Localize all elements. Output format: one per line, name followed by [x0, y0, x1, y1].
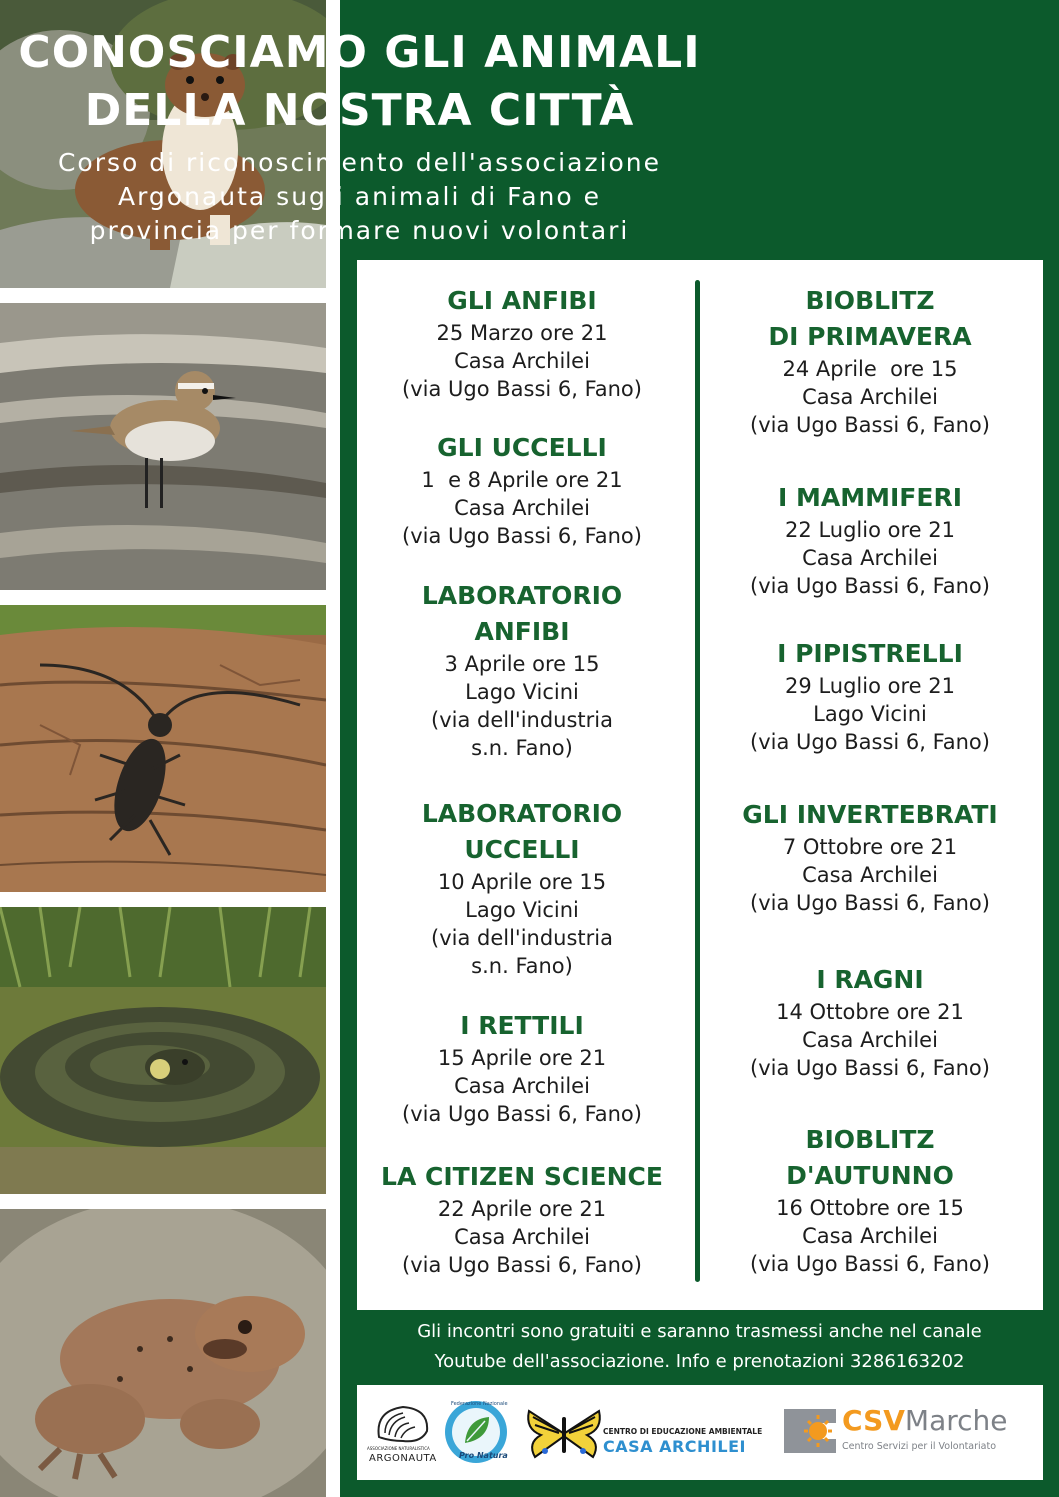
argonauta-small-text: ASSOCIAZIONE NATURALISTICA: [367, 1446, 430, 1451]
event-title: LABORATORIO ANFIBI: [421, 581, 623, 646]
event-venue: Casa Archilei: [454, 1074, 590, 1098]
event-address: (via Ugo Bassi 6, Fano): [402, 1102, 642, 1126]
event-title: LA CITIZEN SCIENCE: [381, 1162, 663, 1191]
title-line-2: DELLA NOSTRA CITTÀ: [84, 85, 635, 136]
frog-photo: [0, 1209, 326, 1497]
event-date: 7 Ottobre ore 21: [782, 835, 958, 859]
footer-line-2: Youtube dell'associazione. Info e prenotazioni 3286163202: [434, 1351, 965, 1372]
event-venue: Casa Archilei: [454, 349, 590, 373]
grass-snake-photo: [0, 907, 326, 1194]
event-i-pipistrelli: [705, 636, 1035, 756]
event-venue: Casa Archilei: [802, 546, 938, 570]
event-address-2: s.n. Fano): [471, 736, 573, 760]
event-address: (via dell'industria: [431, 708, 613, 732]
event-title: I PIPISTRELLI: [777, 639, 963, 668]
event-venue: Casa Archilei: [454, 496, 590, 520]
csv-name-b: Marche: [904, 1404, 1008, 1437]
event-date: 3 Aprile ore 15: [444, 652, 600, 676]
event-address-2: s.n. Fano): [471, 954, 573, 978]
event-gli-invertebrati: [705, 797, 1035, 917]
event-date: 22 Luglio ore 21: [785, 518, 955, 542]
event-i-mammiferi: [705, 480, 1035, 600]
event-citizen-science: [357, 1159, 687, 1279]
event-venue: Casa Archilei: [802, 385, 938, 409]
argonauta-logo: [367, 1401, 437, 1471]
sponsor-logos: [357, 1385, 1043, 1480]
casa-archilei-logo: [523, 1403, 768, 1473]
subtitle-line-1: Corso di riconoscimento dell'associazione: [57, 148, 662, 177]
csv-marche-logo: [782, 1403, 1032, 1463]
casa-archilei-name: CASA ARCHILEI: [603, 1437, 746, 1456]
event-date: 15 Aprile ore 21: [437, 1046, 607, 1070]
event-date: 10 Aprile ore 15: [437, 870, 607, 894]
event-venue: Lago Vicini: [465, 898, 579, 922]
event-i-rettili: [357, 1008, 687, 1128]
event-title: LABORATORIO UCCELLI: [421, 799, 623, 864]
footer-line-1: Gli incontri sono gratuiti e saranno trasmessi anche nel canale: [417, 1321, 982, 1342]
event-title: GLI UCCELLI: [437, 433, 607, 462]
event-date: 14 Ottobre ore 21: [776, 1000, 964, 1024]
title-line-1: CONOSCIAMO GLI ANIMALI: [18, 27, 701, 78]
event-title: I RETTILI: [460, 1011, 584, 1040]
event-address: (via Ugo Bassi 6, Fano): [402, 1253, 642, 1277]
subtitle-line-2: Argonauta sugli animali di Fano e: [117, 182, 602, 211]
event-address: (via Ugo Bassi 6, Fano): [402, 524, 642, 548]
event-title: BIOBLITZ D'AUTUNNO: [786, 1125, 954, 1190]
event-title: BIOBLITZ DI PRIMAVERA: [768, 286, 972, 351]
argonauta-name: ARGONAUTA: [369, 1453, 437, 1464]
csv-subtitle: Centro Servizi per il Volontariato: [842, 1441, 997, 1452]
pro-natura-logo: [443, 1399, 509, 1465]
event-date: 22 Aprile ore 21: [437, 1197, 607, 1221]
event-address: (via Ugo Bassi 6, Fano): [402, 377, 642, 401]
event-title: I MAMMIFERI: [778, 483, 962, 512]
csv-sun-icon: [782, 1403, 838, 1459]
event-venue: Casa Archilei: [802, 1028, 938, 1052]
event-date: 29 Luglio ore 21: [785, 674, 955, 698]
event-venue: Casa Archilei: [802, 1224, 938, 1248]
event-address: (via Ugo Bassi 6, Fano): [750, 574, 990, 598]
event-address: (via dell'industria: [431, 926, 613, 950]
event-venue: Casa Archilei: [454, 1225, 590, 1249]
event-address: (via Ugo Bassi 6, Fano): [750, 730, 990, 754]
pro-natura-small-text: Federazione Nazionale: [451, 1401, 508, 1407]
event-bioblitz-autunno: [705, 1122, 1035, 1278]
swallowtail-butterfly-icon: [523, 1403, 605, 1465]
event-date: 16 Ottobre ore 15: [776, 1196, 964, 1220]
event-i-ragni: [705, 962, 1035, 1082]
csv-name: [842, 1405, 1008, 1437]
longhorn-beetle-photo: [0, 605, 326, 892]
event-address: (via Ugo Bassi 6, Fano): [750, 891, 990, 915]
event-venue: Casa Archilei: [802, 863, 938, 887]
event-gli-anfibi: [357, 283, 687, 403]
event-title: I RAGNI: [816, 965, 924, 994]
event-gli-uccelli: [357, 430, 687, 550]
event-bioblitz-primavera: [705, 283, 1035, 439]
event-address: (via Ugo Bassi 6, Fano): [750, 413, 990, 437]
event-date: 1 e 8 Aprile ore 21: [421, 468, 623, 492]
event-date: 25 Marzo ore 21: [436, 321, 608, 345]
footer-note: [340, 1317, 1059, 1377]
event-venue: Lago Vicini: [465, 680, 579, 704]
column-divider: [695, 280, 700, 1282]
event-laboratorio-uccelli: [357, 796, 687, 980]
pro-natura-name: Pro Natura: [459, 1451, 508, 1460]
subtitle-line-3: provincia per formare nuovi volontari: [89, 216, 630, 245]
event-date: 24 Aprile ore 15: [782, 357, 958, 381]
argonauta-shell-icon: [371, 1401, 435, 1447]
event-address: (via Ugo Bassi 6, Fano): [750, 1056, 990, 1080]
plover-bird-photo: [0, 303, 326, 590]
event-laboratorio-anfibi: [357, 578, 687, 762]
csv-name-a: CSV: [842, 1404, 905, 1437]
event-title: GLI ANFIBI: [447, 286, 597, 315]
event-title: GLI INVERTEBRATI: [742, 800, 998, 829]
page-title: [0, 24, 719, 140]
event-venue: Lago Vicini: [813, 702, 927, 726]
subtitle: [0, 146, 719, 248]
casa-archilei-small-text: CENTRO DI EDUCAZIONE AMBIENTALE: [603, 1427, 763, 1436]
event-address: (via Ugo Bassi 6, Fano): [750, 1252, 990, 1276]
